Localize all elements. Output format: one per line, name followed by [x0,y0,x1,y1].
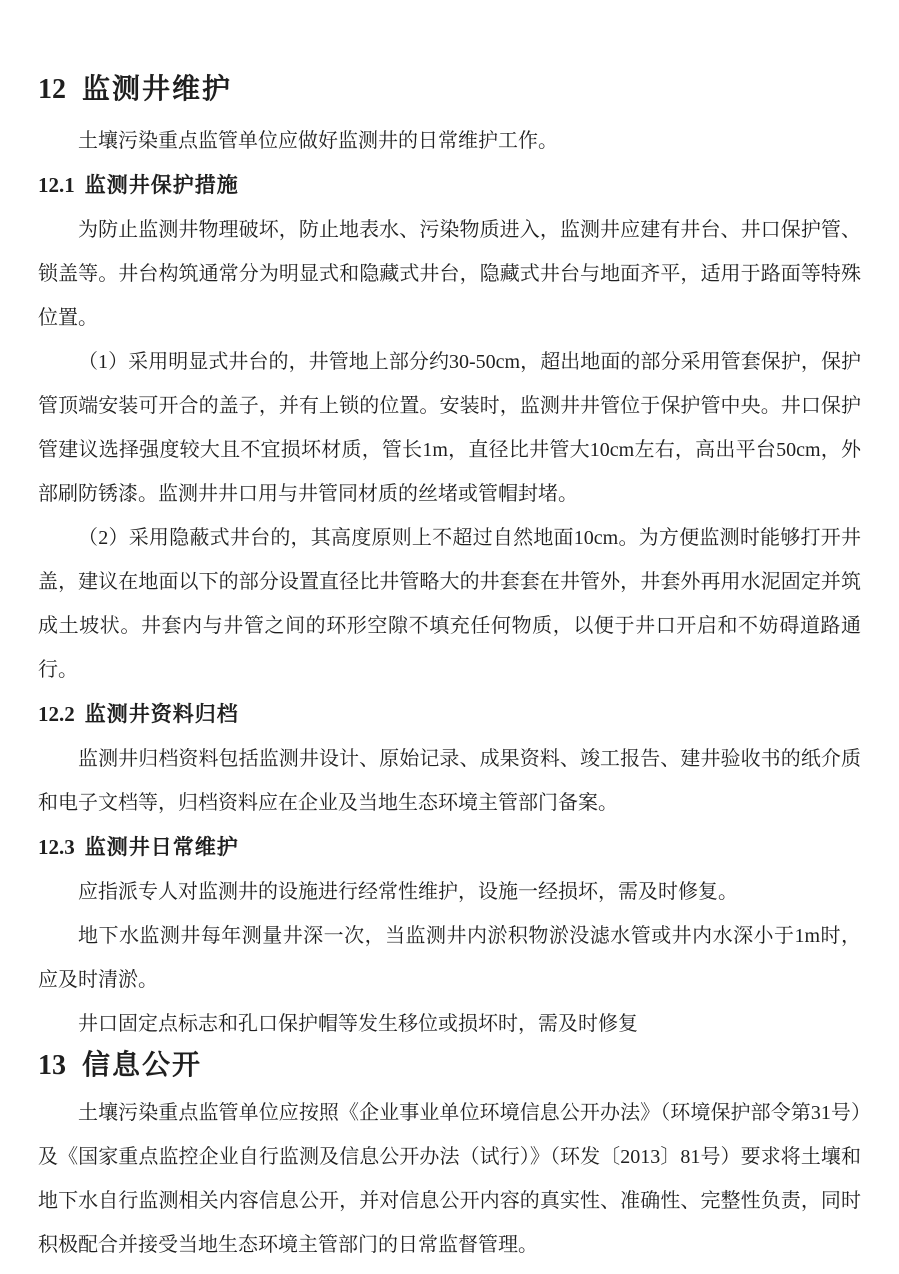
paragraph-13-a: 土壤污染重点监管单位应按照《企业事业单位环境信息公开办法》（环境保护部令第31号）及《国家重点监控企业自行监测及信息公开办法（试行）》（环发〔2013〕81号）要求将土壤和地下水自行监测相关内容信息公开，并对信息公开内容的真实性、准确性、完整性负责，同时积极配合并接受当地生态环境主管部门的日常监督管理。 [38,1102,861,1256]
heading-section-13-title: 信息公开 [82,1049,203,1080]
heading-section-12 [38,72,861,107]
paragraph-12-1-b: （1）采用明显式井台的，井管地上部分约30-50cm，超出地面的部分采用管套保护，保护管顶端安装可开合的盖子，并有上锁的位置。安装时，监测井井管位于保护管中央。井口保护管建议选择强度较大且不宜损坏材质，管长1m，直径比井管大10cm左右，高出平台50cm，外部刷防锈漆。监测井井口用与井管同材质的丝堵或管帽封堵。 [38,351,861,505]
heading-section-12-3-number: 12.3 [38,835,75,859]
heading-section-12-3-title: 监测井日常维护 [84,836,239,859]
heading-section-13 [38,1046,861,1085]
heading-section-13-number: 13 [38,1050,66,1081]
heading-section-12-1 [38,163,861,208]
paragraph-intro-12: 土壤污染重点监管单位应做好监测井的日常维护工作。 [78,130,558,152]
paragraph-12-2-a: 监测井归档资料包括监测井设计、原始记录、成果资料、竣工报告、建井验收书的纸介质和电子文档等，归档资料应在企业及当地生态环境主管部门备案。 [38,748,861,814]
heading-section-12-1-number: 12.1 [38,173,75,197]
paragraph-12-3-a: 应指派专人对监测井的设施进行经常性维护，设施一经损坏，需及时修复。 [78,881,738,903]
paragraph-12-1-c: （2）采用隐蔽式井台的，其高度原则上不超过自然地面10cm。为方便监测时能够打开井盖，建议在地面以下的部分设置直径比井管略大的井套套在井管外，井套外再用水泥固定并筑成土坡状。井套内与井管之间的环形空隙不填充任何物质，以便于井口开启和不妨碍道路通行。 [38,527,861,681]
paragraph-12-3-b: 地下水监测井每年测量井深一次，当监测井内淤积物淤没滤水管或井内水深小于1m时，应及时清淤。 [38,925,861,991]
heading-section-12-title: 监测井维护 [82,73,233,104]
heading-section-12-number: 12 [38,74,66,105]
heading-section-12-2-number: 12.2 [38,702,75,726]
heading-section-12-2 [38,692,861,737]
heading-section-12-3 [38,825,861,870]
paragraph-12-1-a: 为防止监测井物理破坏，防止地表水、污染物质进入，监测井应建有井台、井口保护管、锁盖等。井台构筑通常分为明显式和隐藏式井台，隐藏式井台与地面齐平，适用于路面等特殊位置。 [38,219,861,329]
heading-section-12-2-title: 监测井资料归档 [84,703,239,726]
heading-section-12-1-title: 监测井保护措施 [84,174,239,197]
paragraph-12-3-c: 井口固定点标志和孔口保护帽等发生移位或损坏时，需及时修复 [78,1013,638,1035]
